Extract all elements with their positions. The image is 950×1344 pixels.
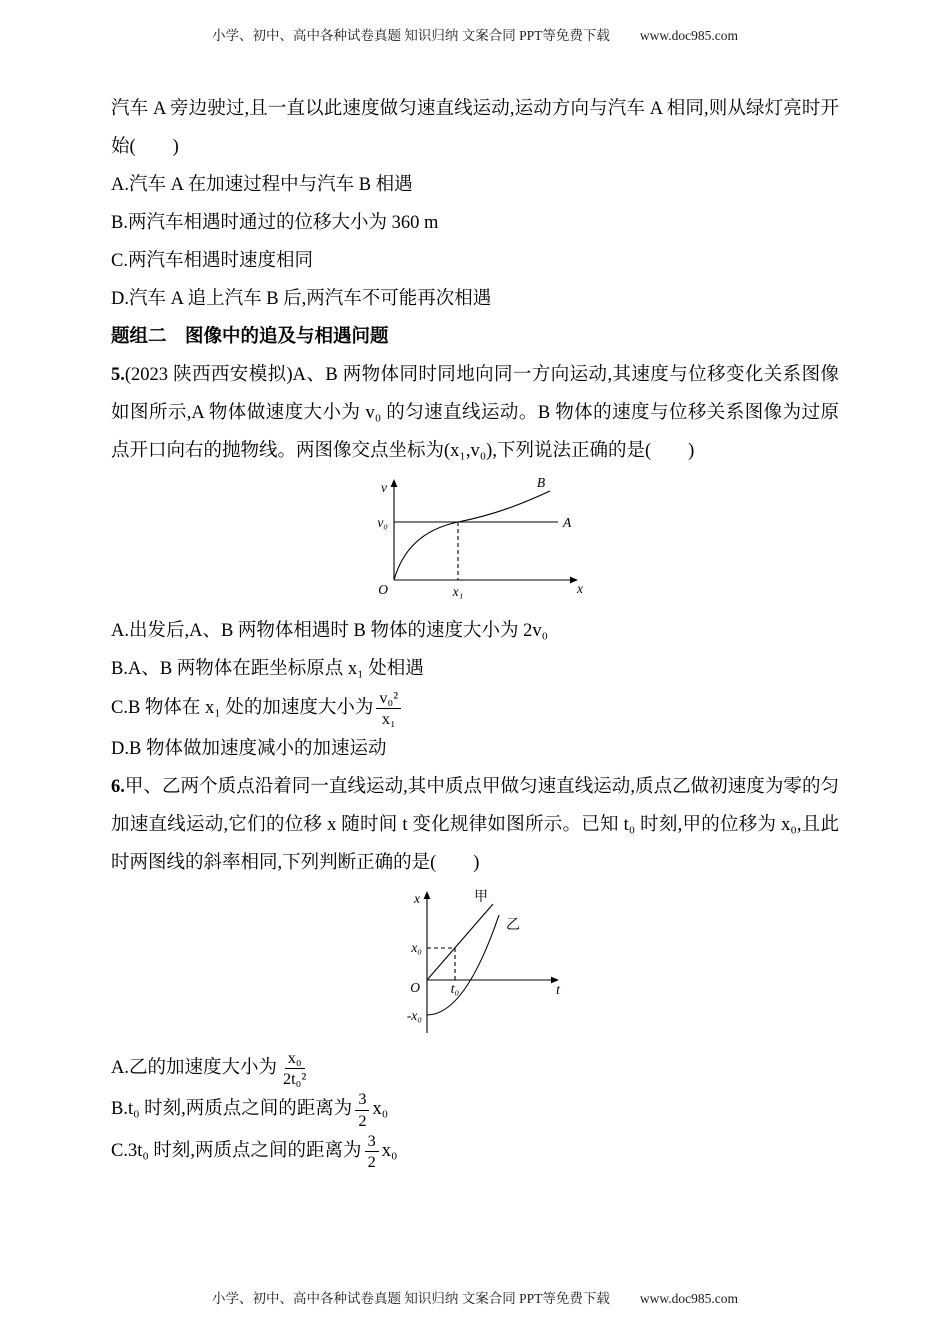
fraction-3-over-2: [365, 1131, 379, 1173]
q4-option-b: B.两汽车相遇时通过的位移大小为 360 m: [111, 213, 439, 233]
header-info-text: 小学、初中、高中各种试卷真题 知识归纳 文案合同 PPT等免费下载: [212, 28, 610, 43]
q5-option-c-text: C.B 物体在 x₁ 处的加速度大小为: [111, 698, 374, 719]
q5-stem-text: (2023 陕西西安模拟)A、B 两物体同时同地向同一方向运动,其速度与位移变化关系图像如图所示,A 物体做速度大小为 v₀ 的匀速直线运动。B 物体的速度与位移关系图像为过原点开口向右的抛物线。两图像交点坐标为(x₁,v₀),下列说法正确的是( ): [111, 365, 839, 461]
q6-option-b-text: B.t₀ 时刻,两质点之间的距离为: [111, 1099, 353, 1120]
q4-option-a: A.汽车 A 在加速过程中与汽车 B 相遇: [111, 175, 413, 195]
line-jia-label: 甲: [474, 889, 488, 905]
q4-stem: 汽车 A 旁边驶过,且一直以此速度做匀速直线运动,运动方向与汽车 A 相同,则从绿灯亮时开始( ): [111, 99, 839, 157]
q6-option-b-suffix: x₀: [372, 1099, 389, 1120]
fraction-3-over-2: [355, 1089, 369, 1131]
q5-figure: [111, 476, 839, 604]
q5-option-d: D.B 物体做加速度减小的加速运动: [111, 738, 387, 759]
page-header: [0, 27, 950, 45]
v-axis-label: v: [380, 480, 387, 495]
t0-tick-label: t₀: [450, 980, 460, 996]
q6-option-b: [111, 1089, 839, 1131]
q5-option-b: B.A、B 两物体在距坐标原点 x₁ 处相遇: [111, 659, 424, 679]
fraction-x0-over-2t0sq: [280, 1048, 309, 1090]
q5-option-a: A.出发后,A、B 两物体相遇时 B 物体的速度大小为 2v₀: [111, 621, 549, 641]
q6-figure: [111, 888, 839, 1040]
curve-yi-label: 乙: [506, 917, 520, 933]
velocity-position-graph: [358, 476, 593, 604]
fraction-denominator: 2: [367, 1152, 376, 1172]
q6-stem: [111, 768, 839, 882]
footer-info-text: 小学、初中、高中各种试卷真题 知识归纳 文案合同 PPT等免费下载: [212, 1291, 610, 1306]
q6-number: 6.: [111, 776, 125, 797]
q6-option-a-text: A.乙的加速度大小为: [111, 1057, 277, 1078]
line-A-label: A: [562, 515, 571, 530]
fraction-numerator: x₀: [285, 1048, 305, 1069]
t-axis-label: t: [556, 981, 560, 997]
origin-label: O: [410, 979, 420, 995]
fraction-denominator: 2t₀²: [283, 1069, 307, 1089]
v-axis-arrow: [390, 479, 397, 487]
x-axis-label: x: [414, 890, 420, 906]
neg-x0-tick-label: -x₀: [406, 1007, 422, 1023]
x1-tick-label: x₁: [452, 584, 463, 599]
fraction-numerator: 3: [365, 1131, 379, 1152]
fraction-denominator: x₁: [381, 709, 396, 729]
q6-option-c-text: C.3t₀ 时刻,两质点之间的距离为: [111, 1141, 362, 1162]
q5-stem: [111, 356, 839, 470]
q4-option-d: D.汽车 A 追上汽车 B 后,两汽车不可能再次相遇: [111, 289, 492, 309]
line-jia: [427, 904, 493, 980]
q6-option-c: [111, 1131, 839, 1173]
section-heading: 题组二 图像中的追及与相遇问题: [111, 327, 389, 347]
fraction-numerator: v₀²: [376, 688, 401, 709]
curve-B-graph: [394, 491, 550, 580]
q6-option-a: [111, 1048, 839, 1090]
footer-url: www.doc985.com: [639, 1291, 738, 1306]
fraction-v0sq-over-x1: [376, 688, 401, 730]
v0-tick-label: v₀: [376, 515, 388, 530]
document-body: [111, 90, 839, 1173]
header-url: www.doc985.com: [639, 28, 738, 43]
page-footer: [0, 1290, 950, 1308]
curve-B-label: B: [536, 475, 545, 490]
curve-yi: [427, 915, 499, 1015]
x0-tick-label: x₀: [411, 939, 422, 955]
q6-stem-text: 甲、乙两个质点沿着同一直线运动,其中质点甲做匀速直线运动,质点乙做初速度为零的匀加速直线运动,它们的位移 x 随时间 t 变化规律如图所示。已知 t₀ 时刻,甲的位移为 x₀,且此时两图线的斜率相同,下列判断正确的是( ): [111, 776, 839, 873]
position-time-graph: [375, 888, 575, 1040]
q5-number: 5.: [111, 365, 125, 385]
fraction-denominator: 2: [358, 1110, 367, 1130]
origin-label: O: [377, 582, 388, 597]
q4-option-c: C.两汽车相遇时速度相同: [111, 251, 313, 271]
q6-option-c-suffix: x₀: [381, 1141, 398, 1162]
q5-option-c: [111, 688, 839, 730]
x-axis-label: x: [576, 581, 583, 596]
x-axis-arrow: [424, 891, 431, 899]
fraction-numerator: 3: [355, 1089, 369, 1110]
